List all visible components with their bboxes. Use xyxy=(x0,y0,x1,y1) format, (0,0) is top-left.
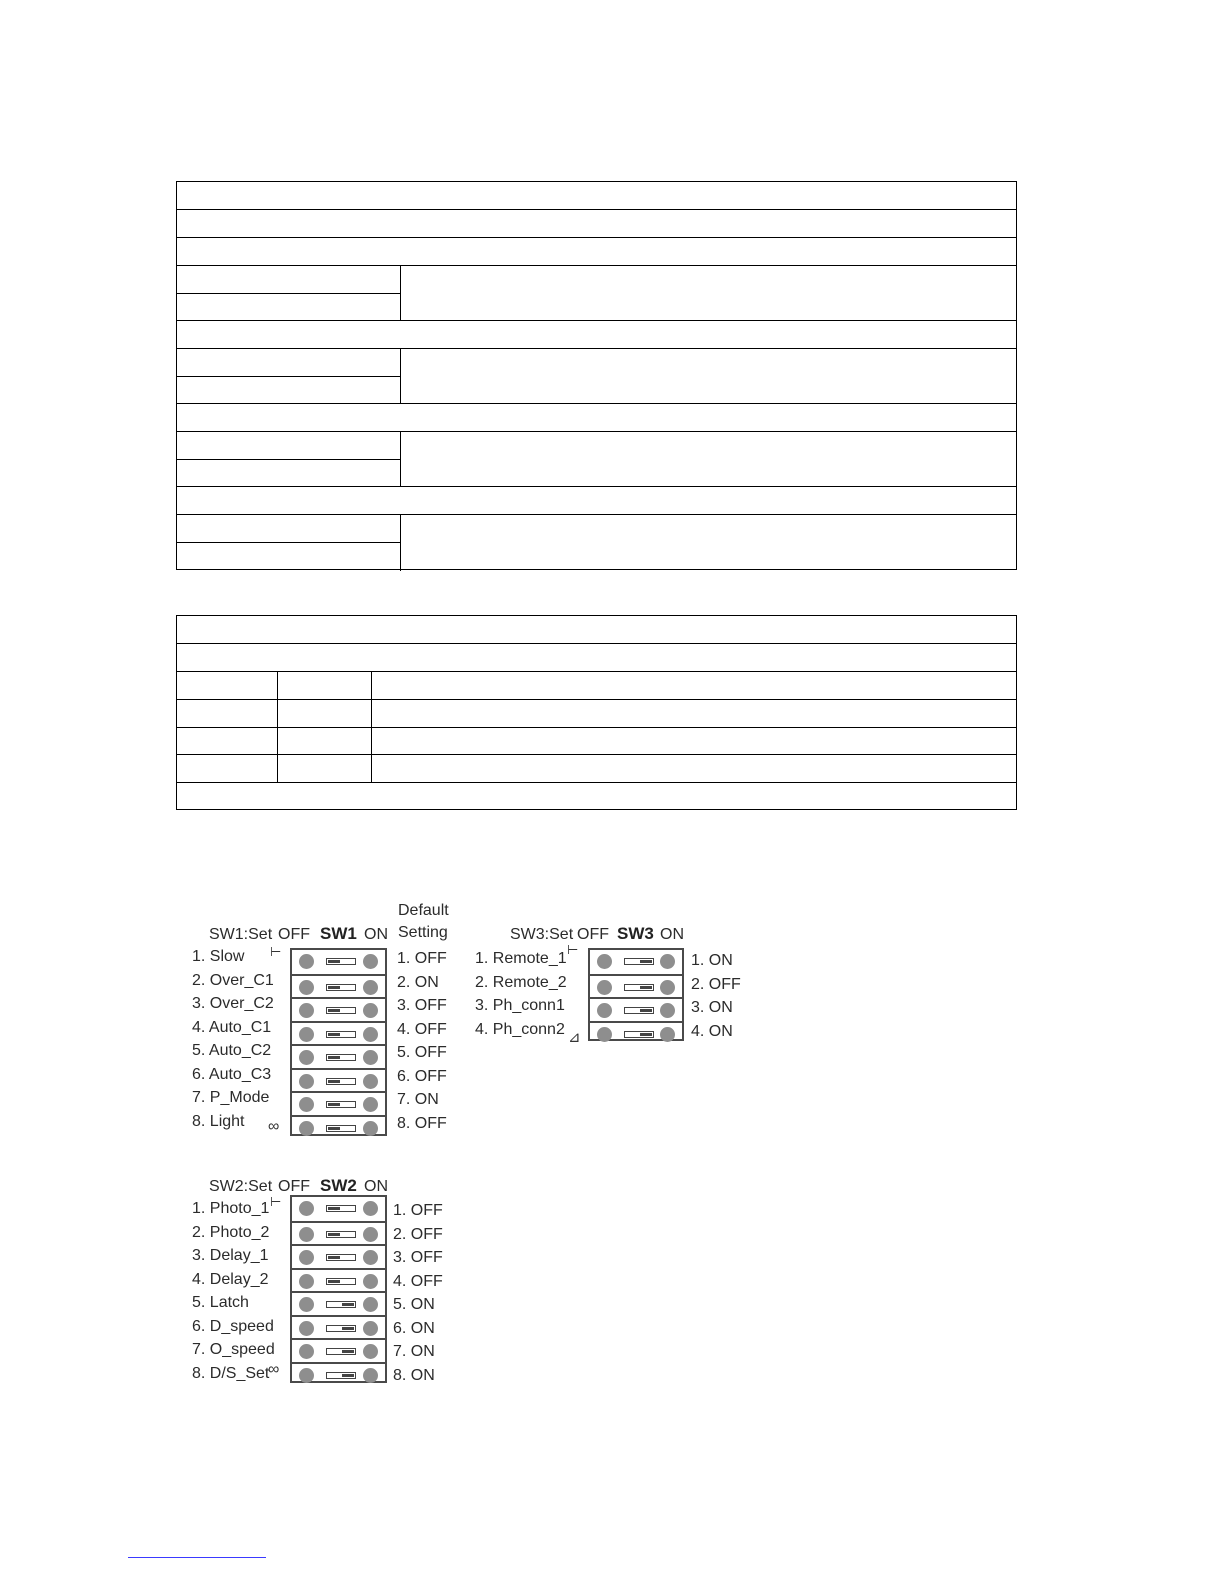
sw1-dip-switch-diagram xyxy=(190,900,460,1140)
sw2-on-label: ON xyxy=(364,1178,388,1195)
sw3-title: SW3 xyxy=(617,924,654,943)
switch-knob xyxy=(328,1033,340,1036)
off-contact-icon xyxy=(299,1297,314,1312)
default-setting-header: Setting xyxy=(398,924,448,941)
switch-row[interactable] xyxy=(292,1197,385,1221)
bottom-pin-marker-icon: ⊿ xyxy=(568,1029,581,1046)
default-setting-value: 1. OFF xyxy=(393,1202,443,1219)
switch-label: 4. Delay_2 xyxy=(192,1270,269,1288)
off-contact-icon xyxy=(299,1274,314,1289)
sw2-set-label: SW2:Set xyxy=(209,1178,273,1195)
switch-knob xyxy=(328,1280,340,1283)
on-contact-icon xyxy=(363,1250,378,1265)
switch-label: 1. Remote_1 xyxy=(475,950,567,967)
table-row-divider xyxy=(177,486,1016,487)
default-setting-value: 6. ON xyxy=(393,1319,435,1337)
switch-knob xyxy=(328,1233,340,1236)
on-contact-icon xyxy=(363,1227,378,1242)
sw1-set-label: SW1:Set xyxy=(209,926,273,943)
on-contact-icon xyxy=(363,1097,378,1112)
off-contact-icon xyxy=(597,1003,612,1018)
switch-row[interactable] xyxy=(292,1091,385,1117)
table-row-divider xyxy=(177,431,1016,432)
switch-knob xyxy=(328,960,340,963)
switch-label: 6. Auto_C3 xyxy=(192,1065,272,1083)
switch-knob xyxy=(640,1033,652,1036)
table-row-divider xyxy=(177,727,1016,728)
on-contact-icon xyxy=(363,1050,378,1065)
switch-label: 2. Remote_2 xyxy=(475,973,567,991)
switch-label: 8. Light xyxy=(192,1112,245,1130)
table-column-divider xyxy=(371,671,372,782)
switch-slider[interactable] xyxy=(326,1348,356,1355)
table-row-divider xyxy=(177,671,1016,672)
off-contact-icon xyxy=(299,1121,314,1136)
switch-label: 2. Over_C1 xyxy=(192,971,274,989)
table-row-divider xyxy=(177,403,1016,404)
on-contact-icon xyxy=(363,1201,378,1216)
switch-row[interactable] xyxy=(292,1221,385,1247)
switch-row[interactable] xyxy=(292,974,385,1000)
switch-slider[interactable] xyxy=(624,958,654,965)
table-row-divider xyxy=(177,320,1016,321)
switch-row[interactable] xyxy=(292,1115,385,1141)
switch-slider[interactable] xyxy=(326,1325,356,1332)
sw3-on-label: ON xyxy=(660,926,684,943)
on-contact-icon xyxy=(660,980,675,995)
sw1-title: SW1 xyxy=(320,924,357,943)
switch-row[interactable] xyxy=(292,950,385,974)
off-contact-icon xyxy=(299,1321,314,1336)
default-setting-value: 4. OFF xyxy=(393,1272,443,1290)
switch-row[interactable] xyxy=(292,1338,385,1364)
switch-slider[interactable] xyxy=(624,1007,654,1014)
switch-row[interactable] xyxy=(292,1268,385,1294)
off-contact-icon xyxy=(299,1227,314,1242)
switch-row[interactable] xyxy=(292,1291,385,1317)
switch-label: 5. Latch xyxy=(192,1294,249,1311)
switch-slider[interactable] xyxy=(326,1101,356,1108)
sw3-off-label: OFF xyxy=(577,926,609,943)
switch-label: 3. Over_C2 xyxy=(192,995,274,1012)
switch-slider[interactable] xyxy=(326,1078,356,1085)
default-setting-value: 4. ON xyxy=(691,1022,733,1040)
top-pin-marker-icon: ⊢ xyxy=(270,944,282,959)
off-contact-icon xyxy=(299,1027,314,1042)
table-row-divider xyxy=(177,376,400,377)
settings-table-1 xyxy=(176,181,1017,570)
on-contact-icon xyxy=(363,1368,378,1383)
off-contact-icon xyxy=(299,1003,314,1018)
off-contact-icon xyxy=(299,1250,314,1265)
settings-table-2 xyxy=(176,615,1017,810)
default-setting-value: 1. OFF xyxy=(397,950,447,967)
off-contact-icon xyxy=(299,1050,314,1065)
switch-label: 1. Photo_1 xyxy=(192,1200,270,1217)
top-pin-marker-icon: ⊢ xyxy=(567,942,579,957)
off-contact-icon xyxy=(299,1097,314,1112)
switch-knob xyxy=(342,1350,354,1353)
switch-label: 4. Auto_C1 xyxy=(192,1018,272,1036)
switch-row[interactable] xyxy=(292,997,385,1023)
table-row-divider xyxy=(177,237,1016,238)
on-contact-icon xyxy=(363,1344,378,1359)
table-row-divider xyxy=(177,542,400,543)
default-setting-value: 6. OFF xyxy=(397,1067,447,1085)
table-column-divider xyxy=(400,265,401,321)
bottom-pin-marker-icon: ∞ xyxy=(268,1118,280,1135)
switch-knob xyxy=(328,986,340,989)
table-row-divider xyxy=(177,293,400,294)
on-contact-icon xyxy=(660,1027,675,1042)
switch-knob xyxy=(640,960,652,963)
switch-row[interactable] xyxy=(590,1021,682,1047)
switch-knob xyxy=(328,1009,340,1012)
default-setting-value: 7. ON xyxy=(393,1343,435,1360)
on-contact-icon xyxy=(363,1074,378,1089)
default-setting-value: 5. OFF xyxy=(397,1044,447,1061)
switch-label: 3. Delay_1 xyxy=(192,1247,269,1264)
default-setting-value: 1. ON xyxy=(691,952,733,969)
switch-label: 4. Ph_conn2 xyxy=(475,1020,565,1038)
default-setting-header: Default xyxy=(398,902,449,919)
table-column-divider xyxy=(400,348,401,404)
table-row-divider xyxy=(177,514,1016,515)
switch-slider[interactable] xyxy=(326,984,356,991)
switch-knob xyxy=(342,1327,354,1330)
off-contact-icon xyxy=(299,980,314,995)
sw3-set-label: SW3:Set xyxy=(510,926,574,943)
sw1-on-label: ON xyxy=(364,926,388,943)
default-setting-value: 3. OFF xyxy=(393,1249,443,1266)
switch-label: 1. Slow xyxy=(192,948,245,965)
table-column-divider xyxy=(400,431,401,487)
default-setting-value: 7. ON xyxy=(397,1091,439,1108)
switch-knob xyxy=(640,986,652,989)
default-setting-value: 5. ON xyxy=(393,1296,435,1313)
switch-slider[interactable] xyxy=(326,1007,356,1014)
default-setting-value: 8. OFF xyxy=(397,1114,447,1132)
switch-slider[interactable] xyxy=(326,1301,356,1308)
sw2-dip-switch-diagram xyxy=(190,1152,460,1392)
off-contact-icon xyxy=(299,1074,314,1089)
off-contact-icon xyxy=(597,980,612,995)
off-contact-icon xyxy=(597,954,612,969)
sw2-off-label: OFF xyxy=(278,1178,310,1195)
table-row-divider xyxy=(177,459,400,460)
default-setting-value: 2. OFF xyxy=(691,975,741,993)
switch-slider[interactable] xyxy=(326,1205,356,1212)
default-setting-value: 4. OFF xyxy=(397,1020,447,1038)
switch-knob xyxy=(328,1207,340,1210)
bottom-pin-marker-icon: ∞ xyxy=(268,1361,280,1378)
on-contact-icon xyxy=(363,1003,378,1018)
top-pin-marker-icon: ⊢ xyxy=(270,1194,282,1209)
switch-row[interactable] xyxy=(292,1021,385,1047)
switch-label: 7. O_speed xyxy=(192,1341,275,1358)
switch-label: 6. D_speed xyxy=(192,1317,274,1335)
table-row-divider xyxy=(177,782,1016,783)
sw3-dip-switch-diagram xyxy=(473,900,753,1050)
default-setting-value: 3. ON xyxy=(691,999,733,1016)
switch-label: 3. Ph_conn1 xyxy=(475,997,565,1014)
switch-row[interactable] xyxy=(292,1044,385,1070)
sw1-off-label: OFF xyxy=(278,926,310,943)
switch-knob xyxy=(328,1256,340,1259)
switch-slider[interactable] xyxy=(326,1125,356,1132)
switch-slider[interactable] xyxy=(326,1031,356,1038)
switch-knob xyxy=(328,1080,340,1083)
on-contact-icon xyxy=(363,1274,378,1289)
default-setting-value: 2. ON xyxy=(397,973,439,991)
default-setting-value: 2. OFF xyxy=(393,1225,443,1243)
sw3-switch-block xyxy=(588,948,684,1041)
table-row-divider xyxy=(177,643,1016,644)
switch-slider[interactable] xyxy=(326,1372,356,1379)
switch-row[interactable] xyxy=(292,1315,385,1341)
footer-link-underline[interactable] xyxy=(128,1557,266,1558)
table-column-divider xyxy=(277,671,278,782)
switch-knob xyxy=(328,1127,340,1130)
switch-slider[interactable] xyxy=(326,1278,356,1285)
table-column-divider xyxy=(400,514,401,571)
on-contact-icon xyxy=(660,1003,675,1018)
switch-row[interactable] xyxy=(292,1068,385,1094)
on-contact-icon xyxy=(363,1321,378,1336)
switch-label: 7. P_Mode xyxy=(192,1089,270,1106)
table-row-divider xyxy=(177,699,1016,700)
switch-slider[interactable] xyxy=(326,1231,356,1238)
switch-knob xyxy=(342,1374,354,1377)
on-contact-icon xyxy=(660,954,675,969)
switch-slider[interactable] xyxy=(624,1031,654,1038)
switch-knob xyxy=(640,1009,652,1012)
switch-row[interactable] xyxy=(292,1362,385,1388)
switch-label: 2. Photo_2 xyxy=(192,1223,270,1241)
switch-knob xyxy=(328,1103,340,1106)
table-row-divider xyxy=(177,348,1016,349)
switch-slider[interactable] xyxy=(326,958,356,965)
default-setting-value: 8. ON xyxy=(393,1366,435,1384)
switch-knob xyxy=(342,1303,354,1306)
switch-row[interactable] xyxy=(590,950,682,974)
switch-row[interactable] xyxy=(590,997,682,1023)
switch-label: 5. Auto_C2 xyxy=(192,1042,272,1059)
off-contact-icon xyxy=(299,954,314,969)
default-setting-value: 3. OFF xyxy=(397,997,447,1014)
table-row-divider xyxy=(177,265,1016,266)
sw2-switch-block xyxy=(290,1195,387,1383)
switch-slider[interactable] xyxy=(624,984,654,991)
on-contact-icon xyxy=(363,1027,378,1042)
on-contact-icon xyxy=(363,980,378,995)
switch-label: 8. D/S_Set xyxy=(192,1364,270,1382)
switch-slider[interactable] xyxy=(326,1054,356,1061)
switch-row[interactable] xyxy=(590,974,682,1000)
table-row-divider xyxy=(177,754,1016,755)
switch-row[interactable] xyxy=(292,1244,385,1270)
off-contact-icon xyxy=(299,1344,314,1359)
on-contact-icon xyxy=(363,954,378,969)
on-contact-icon xyxy=(363,1121,378,1136)
on-contact-icon xyxy=(363,1297,378,1312)
sw1-switch-block xyxy=(290,948,387,1136)
switch-slider[interactable] xyxy=(326,1254,356,1261)
sw2-title: SW2 xyxy=(320,1176,357,1195)
switch-knob xyxy=(328,1056,340,1059)
table-row-divider xyxy=(177,209,1016,210)
off-contact-icon xyxy=(299,1368,314,1383)
off-contact-icon xyxy=(299,1201,314,1216)
off-contact-icon xyxy=(597,1027,612,1042)
